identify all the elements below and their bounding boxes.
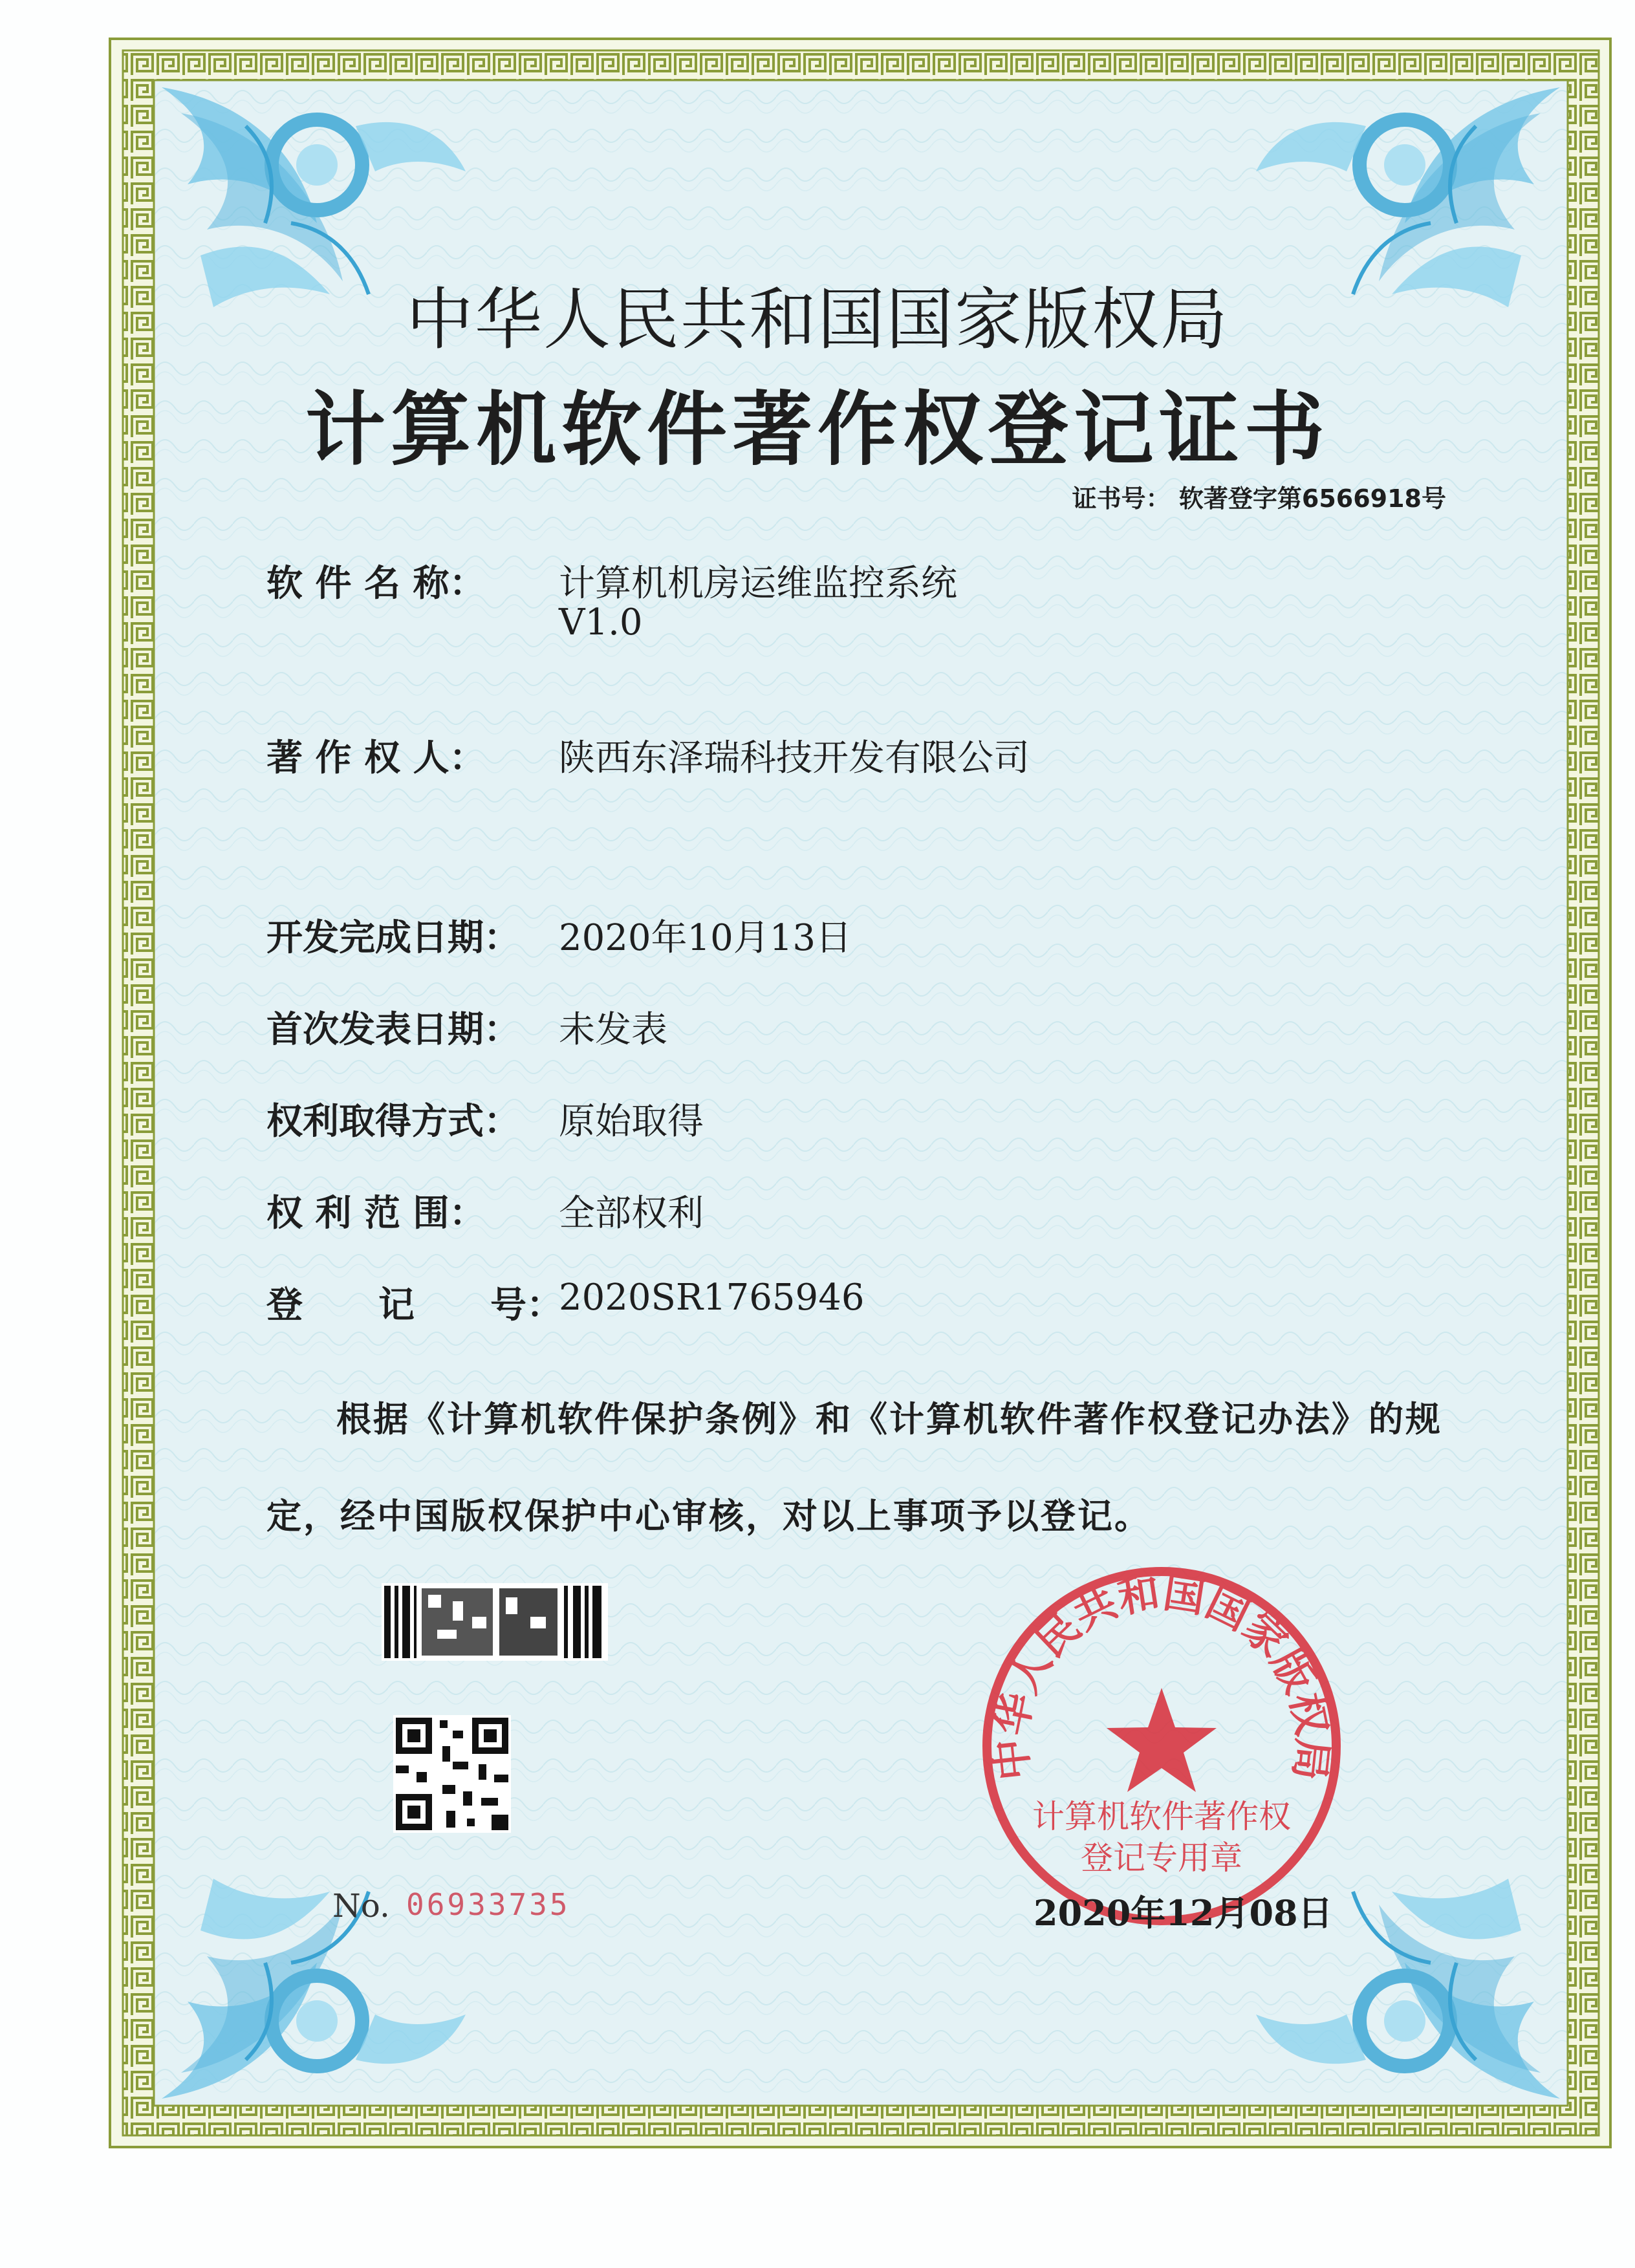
copyright-owner-label: 著 作 权 人：: [266, 737, 486, 779]
completion-date-value: 2020年10月13日: [559, 917, 852, 959]
serial-number: 06933735: [406, 1887, 570, 1922]
acquisition-method-value: 原始取得: [559, 1101, 704, 1143]
issuing-authority: 中华人民共和国国家版权局: [406, 280, 1229, 359]
barcode-icon: [382, 1583, 608, 1661]
registration-number-label: 登 记 号：: [266, 1284, 563, 1326]
rights-scope-value: 全部权利: [559, 1193, 704, 1235]
registration-statement: 根据《计算机软件保护条例》和《计算机软件著作权登记办法》的规定，经中国版权保护中心审核，对以上事项予以登记。: [266, 1399, 1442, 1537]
acquisition-method-label: 权利取得方式：: [266, 1101, 520, 1143]
seal-inner-line2: 登记专用章: [1081, 1839, 1242, 1877]
qr-code-icon: [393, 1715, 511, 1833]
software-name-label: 软 件 名 称：: [266, 563, 486, 605]
cert-number-value: 软著登字第6566918号: [1178, 484, 1446, 513]
cert-number-label: 证书号：: [1072, 484, 1171, 513]
certificate-title: 计算机软件著作权登记证书: [305, 383, 1330, 477]
rights-scope-label: 权 利 范 围：: [266, 1193, 486, 1235]
issue-date: 2020年12月08日: [1034, 1892, 1333, 1934]
software-version-value: V1.0: [559, 601, 643, 643]
seal-ring-text: 中华人民共和国国家版权局: [987, 1569, 1336, 1783]
registration-number-value: 2020SR1765946: [559, 1277, 865, 1319]
first-publication-value: 未发表: [559, 1009, 667, 1051]
completion-date-label: 开发完成日期：: [266, 917, 520, 959]
software-name-value: 计算机机房运维监控系统: [559, 563, 957, 605]
first-publication-label: 首次发表日期：: [266, 1009, 520, 1051]
certificate-number: [1072, 479, 1446, 514]
serial-label: No.: [332, 1887, 390, 1925]
seal-inner-line1: 计算机软件著作权: [1032, 1798, 1291, 1835]
copyright-owner-value: 陕西东泽瑞科技开发有限公司: [559, 737, 1030, 779]
